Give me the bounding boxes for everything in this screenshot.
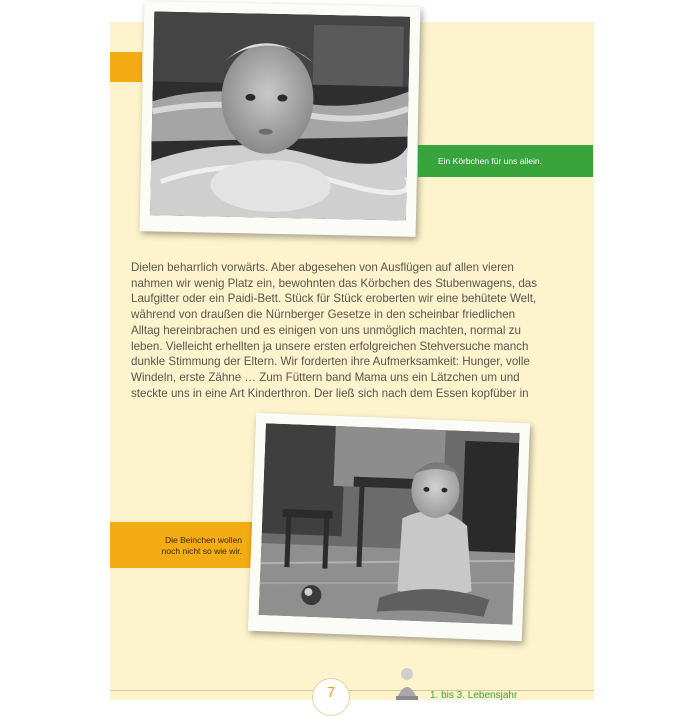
body-line: während von draußen die Nürnberger Gesetze in den scheinbar friedlichen (131, 308, 516, 322)
footer-baby-thumbnail (394, 666, 420, 700)
caption-bottom (110, 522, 252, 568)
body-text (131, 260, 571, 401)
body-line: leben. Vielleicht erhellten ja unsere ersten erfolgreichen Stehversuche manch (131, 339, 529, 353)
caption-top (418, 145, 593, 177)
body-line: Alltag hereinbrachen und es einigen von uns unmöglich machten, normal zu (131, 323, 521, 337)
photo-toddler-sitting (248, 413, 530, 641)
photo-baby-in-basket (140, 1, 421, 237)
photo-baby-in-basket-image (150, 11, 410, 220)
body-line: Dielen beharrlich vorwärts. Aber abgesehen von Ausflügen auf allen vieren (131, 261, 514, 274)
chapter-label: 1. bis 3. Lebensjahr (430, 690, 518, 701)
body-line: Laufgitter oder ein Paidi-Bett. Stück für Stück eroberten wir eine behütete Welt, (131, 292, 537, 306)
body-line: steckte uns in eine Art Kinderthron. Der ließ sich nach dem Essen kopfüber in (131, 386, 529, 400)
caption-bottom-line: noch nicht so wie wir. (161, 546, 242, 556)
caption-top-text: Ein Körbchen für uns allein. (438, 156, 542, 166)
body-line: nahmen wir wenig Platz ein, bewohnten das Körbchen des Stubenwagens, das (131, 276, 538, 290)
photo-toddler-sitting-image (259, 423, 520, 625)
body-line: Windeln, erste Zähne … Zum Füttern band Mama uns ein Lätzchen um und (131, 370, 520, 384)
footer-divider (110, 690, 594, 691)
orange-margin-tab (110, 52, 142, 82)
page-number: 7 (326, 684, 336, 701)
caption-bottom-line: Die Beinchen wollen (164, 535, 242, 545)
body-line: dunkle Stimmung der Eltern. Wir forderten ihre Aufmerksamkeit: Hunger, volle (131, 355, 530, 369)
